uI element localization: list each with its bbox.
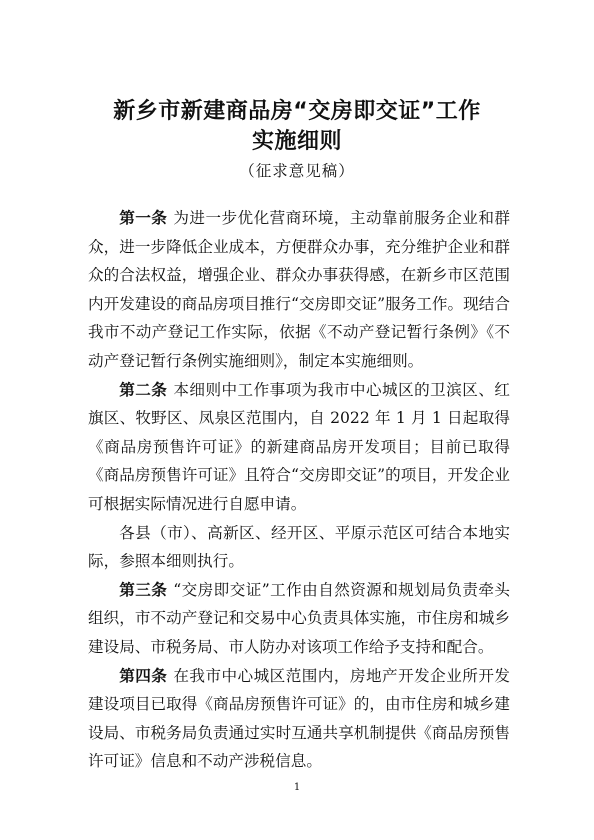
document-title-line-1: 新乡市新建商品房“交房即交证”工作 — [113, 99, 481, 124]
article-label: 第二条 — [119, 380, 168, 399]
paragraph-text: 在我市中心城区范围内，房地产开发企业所开发建设项目已取得《商品房预售许可证》的，由市住房和城乡建设局、市税务局负责通过实时互通共享机制提供《商品房预售许可证》信息和不动产涉税信息。 — [88, 666, 510, 771]
paragraph-article-3 — [88, 576, 510, 662]
paragraph-text: 各县（市）、高新区、经开区、平原示范区可结合本地实际，参照本细则执行。 — [88, 523, 510, 571]
paragraph-article-2-supplement — [88, 519, 510, 576]
paragraph-text: 本细则中工作事项为我市中心城区的卫滨区、红旗区、牧野区、凤泉区范围内，自 2022 年 1 月 1 日起取得《商品房预售许可证》的新建商品房开发项目；目前已取得《商品房预售许可证》且符合“交房即交证”的项目，开发企业可根据实际情况进行自愿申请。 — [88, 380, 510, 513]
paragraph-text: 为进一步优化营商环境，主动靠前服务企业和群众，进一步降低企业成本，方便群众办事，充分维护企业和群众的合法权益，增强企业、群众办事获得感，在新乡市区范围内开发建设的商品房项目推行“交房即交证”服务工作。现结合我市不动产登记工作实际，依据《不动产登记暂行条例》《不动产登记暂行条例实施细则》，制定本实施细则。 — [88, 209, 510, 370]
article-label: 第四条 — [119, 666, 168, 685]
paragraph-article-1 — [88, 204, 510, 376]
article-label: 第三条 — [119, 580, 168, 599]
document-title-line-2: 实施细则 — [251, 129, 342, 154]
document-subtitle: （征求意见稿） — [239, 162, 355, 180]
paragraph-article-4 — [88, 662, 510, 776]
article-label: 第一条 — [119, 209, 168, 227]
page-number: 1 — [293, 782, 301, 793]
paragraph-text: “交房即交证”工作由自然资源和规划局负责牵头组织，市不动产登记和交易中心负责具体实施，市住房和城乡建设局、市税务局、市人防办对该项工作给予支持和配合。 — [88, 580, 510, 656]
document-body — [88, 204, 510, 776]
paragraph-article-2 — [88, 376, 510, 519]
